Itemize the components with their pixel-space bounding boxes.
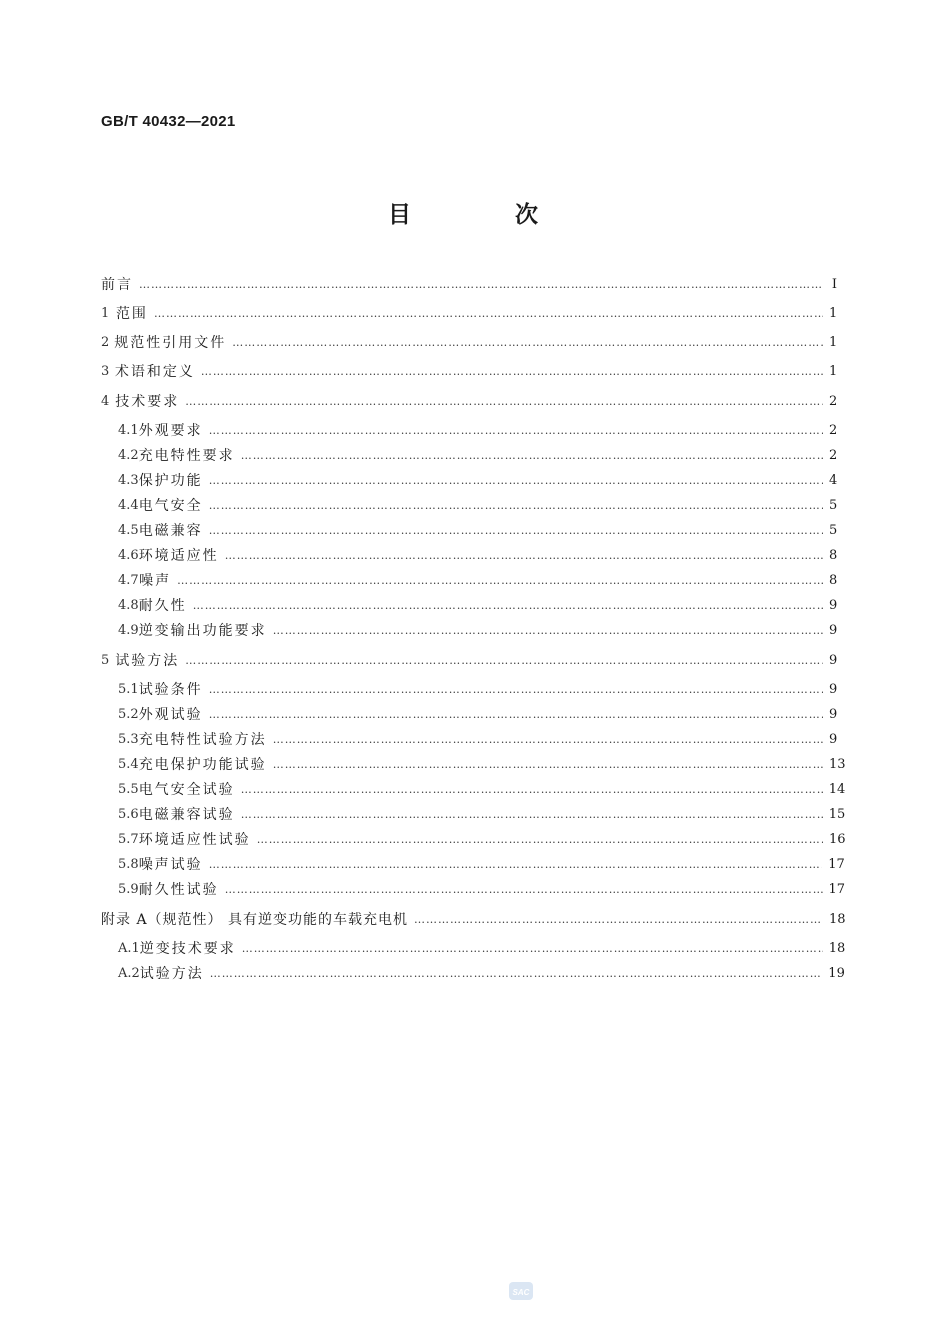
toc-entry-number: 4.6 <box>118 547 139 563</box>
toc-entry-label: 外观试验 <box>138 707 203 723</box>
toc-entry-page: 9 <box>829 652 838 668</box>
dot-leader <box>201 365 823 378</box>
toc-entry-number: 2 <box>101 334 110 350</box>
toc-entry-page: 15 <box>828 806 846 822</box>
dot-leader <box>193 599 823 612</box>
dot-leader <box>273 624 823 637</box>
dot-leader <box>232 336 823 349</box>
toc-entry-page: 13 <box>829 756 846 772</box>
toc-entry-label: 逆变输出功能要求 <box>138 623 267 639</box>
toc-entry-label: 电磁兼容试验 <box>138 807 235 823</box>
toc-entry-label: 环境适应性试验 <box>138 832 251 848</box>
toc-entry-number: 5.7 <box>118 831 139 847</box>
dot-leader <box>209 683 823 696</box>
toc-entry[interactable] <box>101 677 837 701</box>
toc-entry-label: 噪声试验 <box>138 857 203 873</box>
toc-entry[interactable] <box>101 359 837 383</box>
toc-entry-label: 耐久性试验 <box>138 882 219 898</box>
toc-entry-label: 噪声 <box>139 573 172 589</box>
dot-leader <box>209 524 823 537</box>
toc-entry[interactable] <box>101 272 837 296</box>
dot-leader <box>414 913 823 926</box>
toc-entry[interactable] <box>101 418 837 442</box>
toc-entry[interactable] <box>101 518 837 542</box>
dot-leader <box>242 942 823 955</box>
toc-entry[interactable] <box>101 907 846 931</box>
toc-entry-label: 充电特性试验方法 <box>138 732 267 748</box>
toc-entry-number: 4 <box>101 393 110 409</box>
toc-entry-page: 8 <box>829 547 838 563</box>
toc-entry-page: 9 <box>829 706 838 722</box>
toc-entry-page: 9 <box>829 597 838 613</box>
toc-entry[interactable] <box>101 543 837 567</box>
toc-entry-label: 电气安全试验 <box>138 782 235 798</box>
dot-leader <box>209 858 823 871</box>
toc-entry-page: 1 <box>829 363 838 379</box>
toc-entry-number: 4.9 <box>118 622 139 638</box>
toc-entry-number: 4.3 <box>118 472 139 488</box>
toc-entry-number: 4.5 <box>118 522 139 538</box>
toc-entry-label: 充电保护功能试验 <box>138 757 267 773</box>
toc-entry[interactable] <box>101 568 837 592</box>
toc-entry-number: 4.4 <box>118 497 139 513</box>
toc-entry-page: 17 <box>828 881 846 897</box>
toc-entry[interactable] <box>101 330 837 354</box>
toc-entry-number: A.1 <box>118 940 140 956</box>
toc-entry-number: 5.5 <box>118 781 139 797</box>
dot-leader <box>139 278 823 291</box>
sac-logo-icon <box>508 1280 534 1302</box>
toc-entry-number: 5.3 <box>118 731 139 747</box>
toc-entry-label: 耐久性 <box>138 598 187 614</box>
toc-entry-page: 9 <box>829 731 838 747</box>
toc-entry-page: 5 <box>829 497 838 513</box>
toc-entry-label: 试验方法 <box>139 966 204 982</box>
toc-entry[interactable] <box>101 648 837 672</box>
dot-leader <box>185 395 823 408</box>
toc-entry-label: 附录 A（规范性） 具有逆变功能的车载充电机 <box>101 912 409 928</box>
toc-entry-number: 5.2 <box>118 706 139 722</box>
toc-entry-page: 2 <box>829 447 838 463</box>
standard-code: GB/T 40432—2021 <box>101 113 236 130</box>
toc-entry-label: 环境适应性 <box>138 548 219 564</box>
toc-entry-number: 4.8 <box>118 597 139 613</box>
toc-entry-label: 术语和定义 <box>114 364 195 380</box>
toc-entry-page: 18 <box>828 940 846 956</box>
toc-entry-label: 技术要求 <box>115 394 180 410</box>
toc-entry[interactable] <box>101 802 846 826</box>
toc-entry-number: 5.6 <box>118 806 139 822</box>
toc-entry-number: 5.4 <box>118 756 139 772</box>
toc-entry-page: Ⅰ <box>831 276 837 292</box>
dot-leader <box>210 967 823 980</box>
toc-entry[interactable] <box>101 777 846 801</box>
toc-entry-number: 5.8 <box>118 856 139 872</box>
dot-leader <box>241 808 823 821</box>
toc-entry-label: 规范性引用文件 <box>114 335 227 351</box>
toc-entry[interactable] <box>101 936 846 960</box>
toc-entry-label: 试验条件 <box>138 682 203 698</box>
dot-leader <box>273 758 823 771</box>
toc-entry-number: 4.1 <box>118 422 139 438</box>
toc-entry-number: 3 <box>101 363 110 379</box>
toc-entry-page: 19 <box>828 965 845 981</box>
toc-entry-label: 试验方法 <box>115 653 180 669</box>
toc-entry[interactable] <box>101 827 846 851</box>
dot-leader <box>241 449 823 462</box>
toc-entry[interactable] <box>101 443 837 467</box>
toc-entry-label: 范围 <box>115 306 148 322</box>
dot-leader <box>257 833 823 846</box>
toc-entry-number: 4.2 <box>118 447 139 463</box>
toc-entry[interactable] <box>101 877 846 901</box>
toc-entry-page: 17 <box>828 856 845 872</box>
toc-entry-label: 保护功能 <box>138 473 203 489</box>
toc-entry[interactable] <box>101 852 845 876</box>
dot-leader <box>273 733 823 746</box>
toc-entry-label: 充电特性要求 <box>138 448 235 464</box>
toc-entry-page: 14 <box>828 781 846 797</box>
toc-entry-page: 8 <box>829 572 838 588</box>
svg-text:SAC: SAC <box>512 1288 530 1297</box>
dot-leader <box>209 474 823 487</box>
dot-leader <box>209 499 823 512</box>
toc-entry[interactable] <box>101 493 837 517</box>
toc-entry-page: 16 <box>828 831 846 847</box>
toc-entry-page: 9 <box>829 622 838 638</box>
toc-entry[interactable] <box>101 702 837 726</box>
dot-leader <box>225 883 823 896</box>
toc-entry-number: 5.9 <box>118 881 139 897</box>
toc-entry[interactable] <box>101 727 837 751</box>
toc-entry-page: 2 <box>829 422 838 438</box>
toc-entry-page: 1 <box>829 305 838 321</box>
toc-entry[interactable] <box>101 301 837 325</box>
dot-leader <box>154 307 823 320</box>
dot-leader <box>225 549 823 562</box>
toc-entry-page: 2 <box>829 393 838 409</box>
toc-entry-page: 4 <box>829 472 838 488</box>
toc-entry[interactable] <box>101 961 845 985</box>
toc-entry-page: 18 <box>829 911 846 927</box>
toc-entry-label: 逆变技术要求 <box>139 941 236 957</box>
toc-entry-number: 5 <box>101 652 110 668</box>
toc-entry[interactable] <box>101 752 846 776</box>
dot-leader <box>185 654 823 667</box>
toc-entry[interactable] <box>101 389 837 413</box>
toc-entry-label: 电磁兼容 <box>138 523 203 539</box>
toc-entry-label: 电气安全 <box>138 498 203 514</box>
toc-entry[interactable] <box>101 468 837 492</box>
toc-entry-number: 1 <box>101 305 110 321</box>
page-title: 目 次 <box>387 201 586 228</box>
toc-entry-page: 1 <box>829 334 838 350</box>
toc-entry-page: 9 <box>829 681 838 697</box>
toc-entry-page: 5 <box>829 522 838 538</box>
dot-leader <box>177 574 823 587</box>
dot-leader <box>241 783 823 796</box>
toc-entry-label: 前言 <box>101 277 133 293</box>
toc-entry-number: 4.7 <box>118 572 139 588</box>
dot-leader <box>209 424 823 437</box>
toc-entry[interactable] <box>101 618 837 642</box>
toc-entry-number: A.2 <box>118 965 140 981</box>
toc-entry-number: 5.1 <box>118 681 139 697</box>
toc-entry[interactable] <box>101 593 837 617</box>
dot-leader <box>209 708 823 721</box>
toc-entry-label: 外观要求 <box>138 423 203 439</box>
